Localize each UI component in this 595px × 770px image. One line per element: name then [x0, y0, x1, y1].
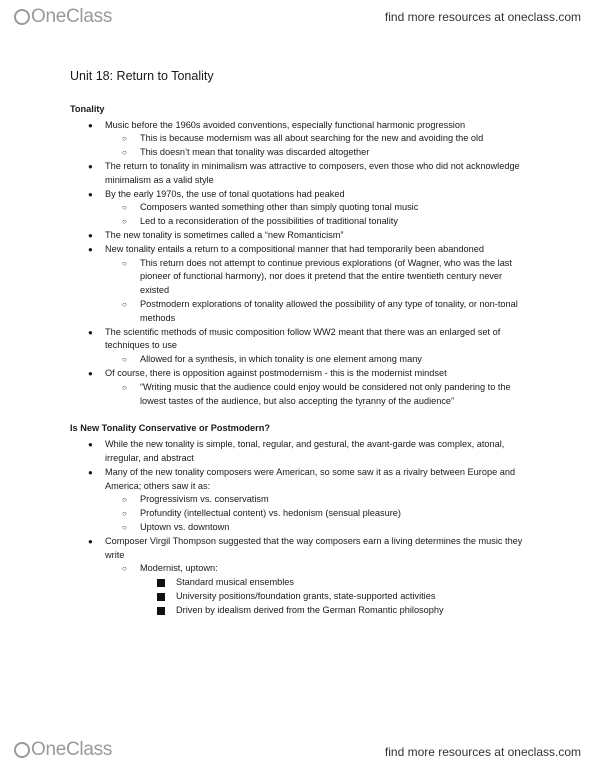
hollow-bullet-icon: ○ — [122, 258, 127, 268]
hollow-bullet-icon: ○ — [122, 522, 127, 532]
list-item-text: This doesn’t mean that tonality was discarded altogether — [140, 147, 370, 158]
hollow-bullet-icon: ○ — [122, 564, 127, 574]
list-item-text: University positions/foundation grants, state-supported activities — [176, 590, 436, 601]
list-item — [70, 535, 530, 563]
list-item-text: Led to a reconsideration of the possibilities of traditional tonality — [140, 216, 398, 227]
square-bullet-icon — [157, 607, 165, 615]
bullet-icon: ● — [88, 467, 93, 477]
list-item-text: Standard musical ensembles — [176, 577, 294, 588]
oneclass-logo-mark — [14, 742, 30, 758]
square-bullet-icon — [157, 579, 165, 587]
list-item — [70, 507, 530, 521]
list-item — [70, 367, 530, 381]
list-item — [70, 119, 530, 133]
list-item-text: Driven by idealism derived from the German Romantic philosophy — [176, 604, 444, 615]
section-heading: Tonality — [70, 103, 105, 114]
document-sections — [70, 103, 530, 618]
square-bullet-icon — [157, 593, 165, 601]
hollow-bullet-icon: ○ — [122, 148, 127, 158]
hollow-bullet-icon: ○ — [122, 355, 127, 365]
hollow-bullet-icon: ○ — [122, 495, 127, 505]
bullet-list — [70, 438, 530, 617]
hollow-bullet-icon: ○ — [122, 134, 127, 144]
bullet-icon: ● — [88, 327, 93, 337]
section-heading: Is New Tonality Conservative or Postmodern? — [70, 423, 270, 434]
list-item — [70, 229, 530, 243]
list-item — [70, 298, 530, 326]
list-item-text: The return to tonality in minimalism was attractive to composers, even those who did not acknowledge minimalism as a valid style — [105, 160, 520, 185]
list-item-text: Composer Virgil Thompson suggested that the way composers earn a living determines the music they write — [105, 535, 523, 560]
oneclass-logo-mark — [14, 9, 30, 25]
list-item-text: Profundity (intellectual content) vs. hedonism (sensual pleasure) — [140, 508, 401, 519]
list-item-text: Modernist, uptown: — [140, 563, 218, 574]
list-item — [70, 562, 530, 576]
bullet-icon: ● — [88, 189, 93, 199]
list-item — [70, 590, 530, 604]
list-item-text: Composers wanted something other than simply quoting tonal music — [140, 202, 419, 213]
list-item-text: By the early 1970s, the use of tonal quotations had peaked — [105, 188, 345, 199]
bullet-icon: ● — [88, 368, 93, 378]
document-title: Unit 18: Return to Tonality — [70, 69, 214, 83]
hollow-bullet-icon: ○ — [122, 203, 127, 213]
list-item — [70, 215, 530, 229]
list-item-text: Postmodern explorations of tonality allowed the possibility of any type of tonality, or non-tonal methods — [140, 298, 518, 323]
logo-text: OneClass — [31, 6, 113, 27]
bullet-icon: ● — [88, 440, 93, 450]
bullet-icon: ● — [88, 536, 93, 546]
hollow-bullet-icon: ○ — [122, 509, 127, 519]
bullet-list — [70, 119, 530, 409]
list-item-text: The new tonality is sometimes called a “new Romanticism” — [105, 229, 344, 240]
document-body — [70, 70, 530, 617]
list-item — [70, 201, 530, 215]
list-item — [70, 493, 530, 507]
list-item — [70, 353, 530, 367]
list-item — [70, 604, 530, 618]
list-item — [70, 160, 530, 188]
list-item — [70, 146, 530, 160]
list-item-text: The scientific methods of music composition follow WW2 meant that there was an enlarged set of techniques to use — [105, 326, 501, 351]
list-item-text: Progressivism vs. conservatism — [140, 494, 269, 505]
list-item — [70, 257, 530, 298]
logo-text: OneClass — [31, 739, 113, 760]
list-item-text: This is because modernism was all about searching for the new and avoiding the old — [140, 133, 484, 144]
bullet-icon: ● — [88, 161, 93, 171]
list-item — [70, 576, 530, 590]
list-item-text: Many of the new tonality composers were American, so some saw it as a rivalry between Europe and America; others saw it as: — [105, 466, 516, 491]
find-more-resources-link-footer[interactable]: find more resources at oneclass.com — [384, 745, 581, 759]
list-item — [70, 243, 530, 257]
list-item — [70, 381, 530, 409]
oneclass-logo-footer[interactable] — [14, 739, 112, 761]
list-item — [70, 521, 530, 535]
bullet-icon: ● — [88, 244, 93, 254]
list-item-text: While the new tonality is simple, tonal, regular, and gestural, the avant-garde was complex, atonal, irregular, and abstract — [105, 439, 505, 463]
list-item-text: Of course, there is opposition against postmodernism - this is the modernist mindset — [105, 367, 447, 378]
oneclass-logo[interactable] — [14, 6, 112, 28]
hollow-bullet-icon: ○ — [122, 217, 127, 227]
bullet-icon: ● — [88, 120, 93, 130]
list-item-text: Music before the 1960s avoided conventions, especially functional harmonic progression — [105, 119, 466, 130]
hollow-bullet-icon: ○ — [122, 299, 127, 309]
list-item-text: This return does not attempt to continue previous explorations (of Wagner, who was the last pioneer of functional harmony), nor does it pretend that the entire twentieth century never existed — [140, 257, 512, 296]
find-more-resources-link[interactable]: find more resources at oneclass.com — [384, 10, 581, 24]
list-item — [70, 132, 530, 146]
list-item-text: “Writing music that the audience could enjoy would be considered not only pandering to the lowest tastes of the audience, but also accepting the tyranny of the audience” — [140, 381, 511, 406]
hollow-bullet-icon: ○ — [122, 382, 127, 392]
list-item — [70, 466, 530, 494]
list-item — [70, 188, 530, 202]
bullet-icon: ● — [88, 230, 93, 240]
list-item — [70, 326, 530, 354]
list-item-text: Uptown vs. downtown — [140, 521, 230, 532]
list-item-text: New tonality entails a return to a compositional manner that had temporarily been abandoned — [105, 243, 484, 254]
list-item-text: Allowed for a synthesis, in which tonality is one element among many — [140, 354, 422, 365]
list-item — [70, 438, 530, 466]
